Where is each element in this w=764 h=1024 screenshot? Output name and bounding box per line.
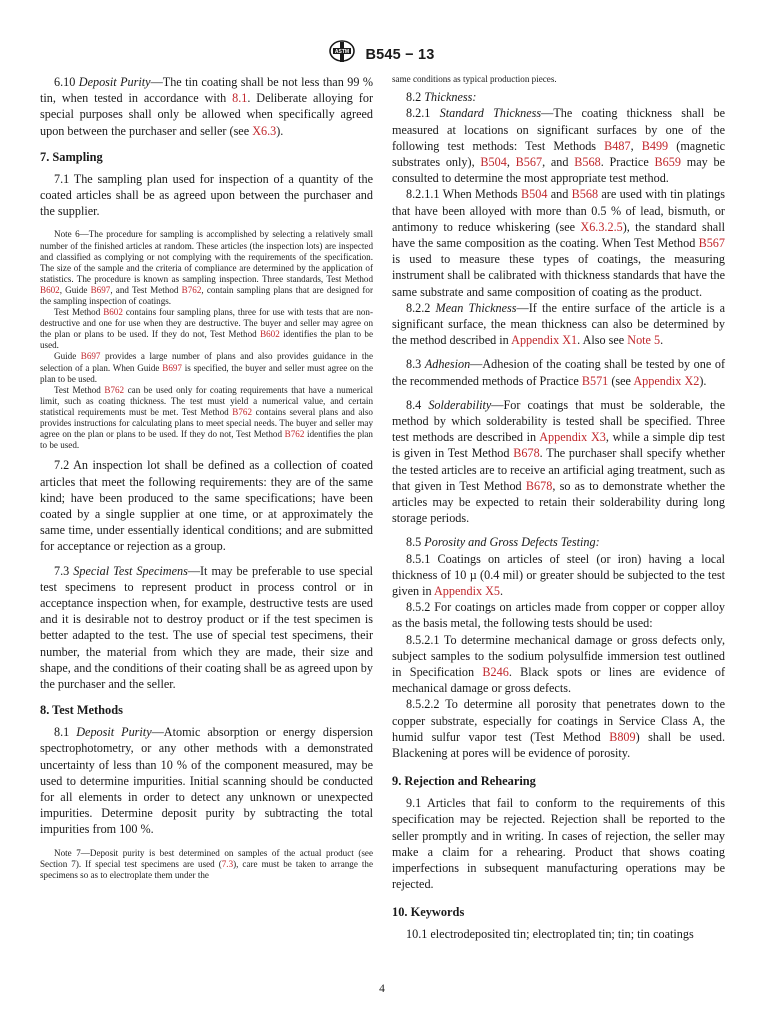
section-7-3: 7.3 Special Test Specimens—It may be preferable to use special test specimens to represent product in process control or in acceptance inspection when, for example, destructive tests are used and it is desirable not to destroy product or if the test specimen is better adapted to the test. The use of special test specimens, their number, the material from which they are made, their size and shape, and the conditions of their coating shall be as agreed upon by the purchaser and the seller. (40, 563, 373, 691)
ref-link[interactable]: B487 (604, 138, 631, 153)
section-8-2-1: 8.2.1 Standard Thickness—The coating thickness shall be measured at locations on significant surfaces by one of the following test methods: Test Methods B487, B499 (magnetic substrates only), B504, B567, and B568. Practice B659 may be consulted to determine the most appropriate test method. (392, 106, 726, 186)
note-6: Note 6—The procedure for sampling is accomplished by selecting a relatively small number of the finished articles at random. These articles (the inspection lots) are inspected and classified as complying or not complying with the requirements of the specification. The size of the sample and the criteria of compliance are determined by the application of statistics. The procedure is known as sampling inspection. Three standards, Test Method B602, Guide B697, and Test Method B762, contain sampling plans that are designed for the sampling inspection of coatings. (40, 229, 373, 306)
ref-link[interactable]: B568 (574, 154, 601, 169)
section-8-5-2-1: 8.5.2.1 To determine mechanical damage or gross defects only, subject samples to the sodium polysulfide immersion test outlined in Specification B246. Black spots or lines are evidence of mechanical damage or gross defects. (392, 632, 726, 696)
ref-link[interactable]: B602 (40, 284, 60, 295)
heading-sampling: 7. Sampling (40, 149, 103, 164)
section-8-1: 8.1 Deposit Purity—Atomic absorption or energy dispersion spectrophotometry, or any other methods with a demonstrated uncertainty of less than 10 % of the component measured, may be used to determine impurities. Initial scanning should be conducted for all elements in order to detect any unknown or unexpected impurities. Determine deposit purity by subtracting the total impurities from 100 %. (40, 725, 373, 837)
ref-link[interactable]: Appendix X5 (433, 583, 500, 598)
note-6-para-4: Test Method B762 can be used only for coating requirements that have a numerical limit, such as coating thickness. The test must yield a numerical value, and certain statistical requirements must be met. Test Method B762 contains several plans and also provides instructions for calculating plans to meet special needs. The buyer and seller may agree on the plan or plans to be used. If they do not, Test Method B762 identifies the plan to be used. (40, 384, 373, 451)
section-7-1: 7.1 The sampling plan used for inspection of a quantity of the coated articles shall be as agreed upon between the purchaser and the supplier. (40, 171, 373, 219)
astm-logo-icon (329, 40, 355, 69)
ref-link[interactable]: B697 (80, 351, 101, 362)
ref-link[interactable]: B809 (609, 729, 636, 744)
svg-text:ASTM: ASTM (335, 49, 350, 55)
ref-link[interactable]: B697 (162, 362, 182, 373)
ref-link[interactable]: B246 (482, 665, 509, 679)
ref-link[interactable]: B762 (181, 284, 202, 295)
ref-link[interactable]: B567 (698, 235, 725, 250)
section-8-5: 8.5 Porosity and Gross Defects Testing: (406, 535, 600, 550)
section-6-10: 6.10 Deposit Purity—The tin coating shall be not less than 99 % tin, when tested in accordance with 8.1. Deliberate alloying for special purposes shall only be allowed when specifically agreed upon between the purchaser and seller (see X6.3). (40, 75, 374, 138)
heading-test-methods: 8. Test Methods (40, 703, 123, 718)
ref-link[interactable]: B499 (641, 138, 669, 153)
ref-link[interactable]: Note 5 (627, 333, 661, 348)
right-column (392, 74, 725, 943)
ref-link[interactable]: 7.3 (221, 858, 234, 869)
section-8-2-1-1: 8.2.1.1 When Methods B504 and B568 are used with tin platings that have been alloyed with more than 0.5 % of lead, bismuth, or antimony to reduce whiskering (see X6.3.2.5), the standard shall have the same composition as the coating. When Test Method B567 is used to measure these types of coatings, the measuring instrument shall be calibrated with thickness standards that have the same substrate and same composition of coating as the product. (392, 187, 725, 299)
document-id: B545 − 13 (365, 46, 435, 63)
heading-rejection: 9. Rejection and Rehearing (392, 774, 536, 789)
section-8-2-2: 8.2.2 Mean Thickness—If the entire surface of the article is a significant surface, the mean thickness can also be determined by the method described in Appendix X1. Also see Note 5. (392, 300, 725, 348)
note-7-continued: same conditions as typical production pieces. (392, 74, 557, 84)
ref-link[interactable]: X6.3.2.5 (580, 219, 623, 234)
ref-link[interactable]: B678 (513, 446, 540, 461)
section-10-1: 10.1 electrodeposited tin; electroplated tin; tin; tin coatings (406, 927, 694, 942)
section-8-5-2-2: 8.5.2.2 To determine all porosity that penetrates down to the copper substrate, especially for coatings in Service Class A, the humid sulfur vapor test (Test Method B809) shall be used. Blackening at pores will be evidence of porosity. (392, 697, 726, 761)
ref-link[interactable]: 8.1 (232, 91, 248, 106)
ref-link[interactable]: B762 (232, 406, 252, 417)
ref-link[interactable]: B567 (515, 154, 543, 169)
note-6-para-2: Test Method B602 contains four sampling plans, three for use with tests that are non-destructive and one for use when they are destructive. The buyer and seller may agree on the plan or plans to be used. If they do not, Test Method B602 identifies the plan to be used. (40, 307, 373, 351)
note-6-para-3: Guide B697 provides a large number of plans and also provides guidance in the selection of a plan. When Guide B697 is specified, the buyer and seller must agree on the plan to be used. (40, 351, 374, 384)
section-7-2: 7.2 An inspection lot shall be defined as a collection of coated articles that meet the following requirements: they are of the same kind; have been produced to the same specifications; have been coated by a single supplier at one time, or at approximately the same time, under essentially identical conditions; and are submitted for acceptance or rejection as a group. (40, 458, 373, 554)
ref-link[interactable]: Appendix X2 (633, 373, 700, 388)
ref-link[interactable]: Appendix X1 (511, 333, 578, 348)
ref-link[interactable]: B697 (90, 284, 111, 295)
ref-link[interactable]: B571 (581, 373, 609, 388)
ref-link[interactable]: B568 (571, 187, 599, 202)
left-column (40, 74, 373, 881)
ref-link[interactable]: B602 (103, 307, 123, 318)
ref-link[interactable]: B659 (654, 154, 681, 169)
ref-link[interactable]: B762 (284, 429, 305, 440)
ref-link[interactable]: B602 (260, 329, 280, 340)
ref-link[interactable]: B504 (521, 187, 548, 202)
page-header (0, 40, 764, 70)
section-8-3: 8.3 Adhesion—Adhesion of the coating shall be tested by one of the recommended methods of Practice B571 (see Appendix X2). (392, 357, 726, 388)
ref-link[interactable]: B762 (104, 384, 125, 395)
section-9-1: 9.1 Articles that fail to conform to the requirements of this specification may be rejected. Rejection shall be reported to the seller promptly and in writing. In cases of rejection, the seller may make a claim for a rehearing. Product that shows coating imperfections in subsequent manufacturing operations may be rejected. (392, 796, 725, 892)
page-number: 4 (379, 983, 385, 995)
section-8-2: 8.2 Thickness: (406, 90, 477, 105)
ref-link[interactable]: Appendix X3 (539, 430, 606, 445)
section-8-4: 8.4 Solderability—For coatings that must be solderable, the method by which solderability is tested shall be specified. Three test methods are described in Appendix X3, while a simple dip test is given in Test Method B678. The purchaser shall specify whether the tested articles are to receive an artificial aging treatment, such as that given in Test Method B678, so as to demonstrate whether the articles may be expected to retain their solderability during long storage periods. (392, 397, 726, 526)
note-7: Note 7—Deposit purity is best determined on samples of the actual product (see Section 7). If special test specimens are used (7.3), care must be taken to arrange the specimens so as to electroplate them under the (40, 847, 373, 880)
ref-link[interactable]: B678 (525, 478, 553, 493)
ref-link[interactable]: X6.3 (252, 123, 277, 138)
section-8-5-2: 8.5.2 For coatings on articles made from copper or copper alloy as the basis metal, the following tests should be used: (392, 600, 725, 631)
heading-keywords: 10. Keywords (392, 905, 465, 920)
ref-link[interactable]: B504 (480, 154, 507, 169)
section-8-5-1: 8.5.1 Coatings on articles of steel (or iron) having a local thickness of 10 µ (0.4 mil) or greater should be subjected to the test given in Appendix X5. (392, 551, 725, 598)
